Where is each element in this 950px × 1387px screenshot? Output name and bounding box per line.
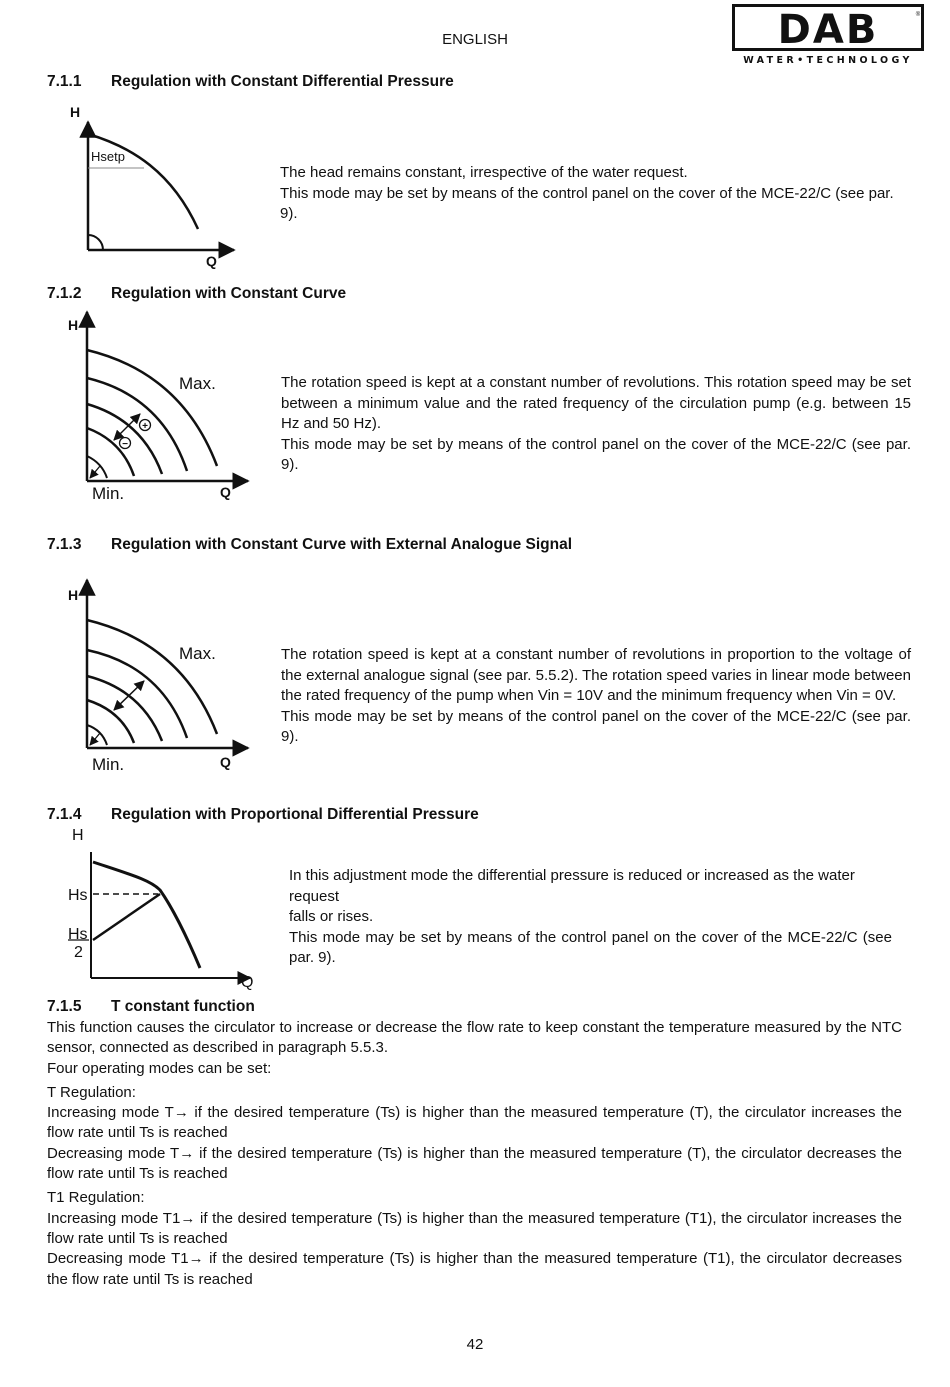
- mode-item: Increasing mode T→ if the desired temperature (Ts) is higher than the measured temperature (T), the circulator increases the flow rate until Ts is reached: [47, 1104, 902, 1142]
- section-number: 7.1.4: [47, 806, 82, 823]
- svg-text:®: ®: [915, 12, 921, 18]
- text-line: In this adjustment mode the differential pressure is reduced or increased as the water request: [289, 867, 855, 905]
- y-axis-label: H: [70, 104, 81, 120]
- section-number: 7.1.3: [47, 536, 82, 553]
- arrow-icon: →: [179, 1144, 195, 1162]
- section-7-1-1-text: [280, 163, 910, 225]
- section-number: 7.1.5: [47, 998, 82, 1015]
- text-paragraph: The rotation speed is kept at a constant number of revolutions. This rotation speed may be set between a minimum value and the rated frequency of the circulation pump (e.g. between 15 Hz and 50 Hz).: [281, 374, 911, 432]
- external-signal-curve-diagram: [62, 578, 252, 778]
- intro-paragraph: Four operating modes can be set:: [47, 1059, 272, 1077]
- mode-item: Decreasing mode T→ if the desired temperature (Ts) is higher than the measured temperature (T), the circulator decreases the flow rate until Ts is reached: [47, 1144, 902, 1183]
- y-axis-label: H: [72, 827, 84, 844]
- setpoint-label: Hsetp: [91, 149, 125, 164]
- group-title: T Regulation:: [47, 1083, 136, 1101]
- group-title: T1 Regulation:: [47, 1189, 145, 1207]
- section-7-1-3-text: [281, 645, 911, 748]
- x-axis-label: Q: [220, 484, 231, 500]
- minus-symbol: −: [122, 439, 128, 450]
- section-7-1-2-heading: [47, 285, 346, 303]
- mode-item: Decreasing mode T1→ if the desired temperature (Ts) is higher than the measured temperature (T1), the circulator decreases the flow rate until Ts is reached: [47, 1250, 902, 1288]
- section-title: Regulation with Proportional Differential Pressure: [111, 806, 479, 823]
- logo-brand: DAB: [777, 7, 879, 53]
- section-title: T constant function: [111, 998, 255, 1015]
- text-paragraph: This mode may be set by means of the control panel on the cover of the MCE-22/C (see par. 9).: [281, 435, 911, 473]
- section-7-1-5-body: [47, 1018, 902, 1290]
- min-label: Min.: [92, 755, 125, 774]
- section-7-1-5-heading: [47, 998, 255, 1016]
- arrow-icon: →: [173, 1104, 189, 1122]
- section-title: Regulation with Constant Differential Pressure: [111, 73, 454, 90]
- hs-half-denominator: 2: [74, 944, 83, 961]
- plus-symbol: +: [142, 421, 148, 432]
- section-7-1-1-heading: [47, 73, 454, 91]
- constant-curve-diagram: [62, 308, 252, 508]
- section-7-1-3-heading: [47, 536, 572, 554]
- hs-label: Hs: [68, 887, 88, 904]
- max-label: Max.: [179, 644, 216, 663]
- max-label: Max.: [179, 374, 216, 393]
- text-line: The head remains constant, irrespective of the water request.: [280, 164, 688, 181]
- text-paragraph: The rotation speed is kept at a constant number of revolutions in proportion to the voltage of the external analogue signal (see par. 5.5.2). The rotation speed varies in linear mode between the rated frequency of the pump when Vin = 10V and the minimum frequency when Vin = 0V.: [281, 646, 911, 704]
- x-axis-label: Q: [241, 974, 254, 991]
- intro-paragraph: This function causes the circulator to increase or decrease the flow rate to keep constant the temperature measured by the NTC sensor, connected as described in paragraph 5.5.3.: [47, 1019, 902, 1057]
- dab-logo: [732, 4, 924, 66]
- min-label: Min.: [92, 484, 125, 503]
- mode-item: Increasing mode T1→ if the desired temperature (Ts) is higher than the measured temperature (T1), the circulator increases the flow rate until Ts is reached: [47, 1209, 902, 1247]
- constant-pressure-diagram: [62, 102, 242, 270]
- section-number: 7.1.2: [47, 285, 82, 302]
- text-line: falls or rises.: [289, 908, 374, 925]
- text-paragraph: This mode may be set by means of the control panel on the cover of the MCE-22/C (see par. 9).: [281, 707, 911, 745]
- section-title: Regulation with Constant Curve with External Analogue Signal: [111, 536, 573, 553]
- y-axis-label: H: [68, 317, 79, 333]
- x-axis-label: Q: [206, 253, 217, 269]
- arrow-icon: →: [180, 1209, 196, 1227]
- logo-tagline: WATER•TECHNOLOGY: [743, 55, 913, 66]
- text-line: This mode may be set by means of the control panel on the cover of the MCE-22/C (see par. 9).: [280, 184, 894, 222]
- section-7-1-4-heading: [47, 806, 479, 824]
- y-axis-label: H: [68, 587, 79, 603]
- arrow-icon: →: [188, 1250, 204, 1268]
- section-title: Regulation with Constant Curve: [111, 285, 347, 302]
- hs-half-numerator: Hs: [68, 926, 88, 943]
- section-number: 7.1.1: [47, 73, 82, 90]
- page-number: 42: [466, 1336, 484, 1353]
- x-axis-label: Q: [220, 754, 231, 770]
- section-7-1-4-text: [289, 866, 892, 969]
- proportional-pressure-diagram: [62, 825, 262, 993]
- section-7-1-2-text: [281, 373, 911, 476]
- text-paragraph: This mode may be set by means of the control panel on the cover of the MCE-22/C (see par. 9).: [289, 928, 892, 966]
- language-label: ENGLISH: [442, 31, 508, 48]
